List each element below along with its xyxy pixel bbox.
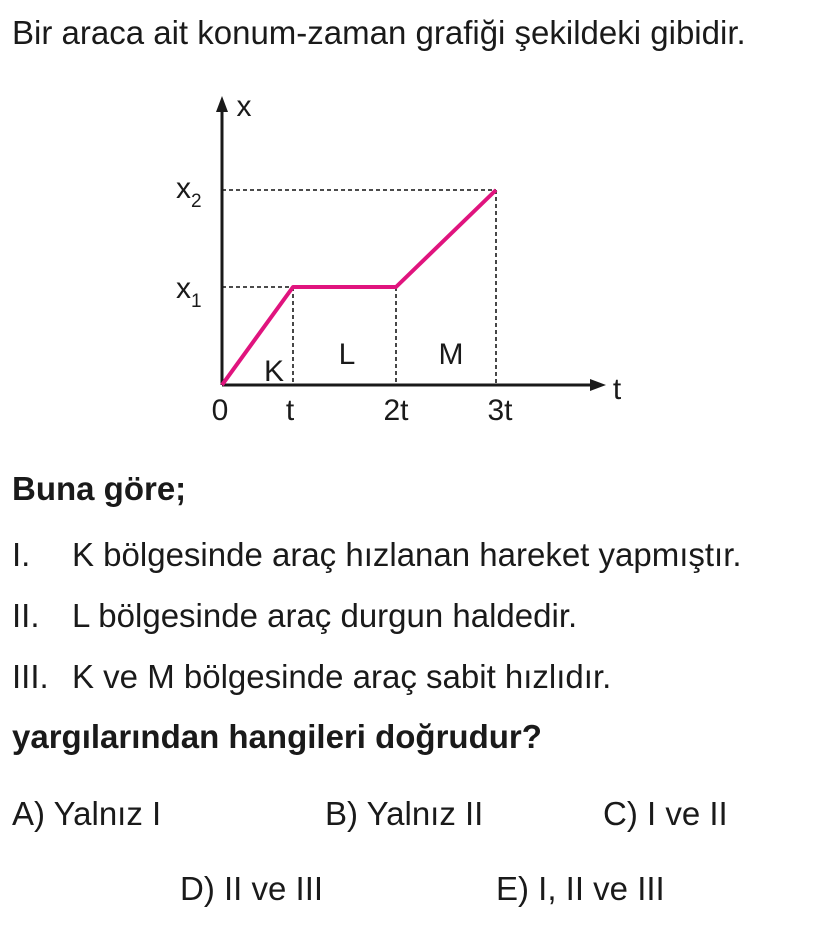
question-intro: Bir araca ait konum-zaman grafiği şekildeki gibidir. (12, 14, 746, 51)
position-time-graph (0, 80, 660, 430)
x-tick-label-t: t (285, 394, 295, 427)
region-label-m: M (438, 338, 464, 371)
option-d-letter: D) (180, 870, 215, 907)
x-axis-arrowhead (590, 379, 606, 391)
statement-3 (12, 658, 611, 696)
option-a-letter: A) (12, 795, 45, 832)
statement-2-number: II. (12, 597, 40, 634)
statement-1 (12, 536, 742, 574)
x-tick-label-0: 0 (211, 394, 229, 427)
y-axis-arrowhead (216, 96, 228, 112)
option-e[interactable] (496, 870, 665, 908)
option-c-text: I ve II (647, 795, 728, 832)
statement-2 (12, 597, 577, 635)
question-ask: yargılarından hangileri doğrudur? (12, 718, 542, 755)
statement-1-number: I. (12, 536, 31, 573)
y-axis-label: x (236, 90, 252, 123)
statement-3-number: III. (12, 658, 49, 695)
option-b-text: Yalnız II (366, 795, 484, 832)
x-tick-label-2t: 2t (383, 394, 409, 427)
option-d[interactable] (180, 870, 323, 908)
option-a[interactable] (12, 795, 161, 833)
x-tick-label-3t: 3t (487, 394, 513, 427)
option-e-letter: E) (496, 870, 529, 907)
statement-2-text: L bölgesinde araç durgun haldedir. (72, 597, 578, 634)
y-tick-label-x2: $x_2$ (176, 172, 202, 212)
statement-3-text: K ve M bölgesinde araç sabit hızlıdır. (72, 658, 612, 695)
option-d-text: II ve III (224, 870, 324, 907)
option-c[interactable] (603, 795, 728, 833)
statement-1-text: K bölgesinde araç hızlanan hareket yapmıştır. (72, 536, 742, 573)
region-label-l: L (338, 338, 356, 371)
region-label-k: K (263, 355, 285, 388)
x-axis-label: t (612, 373, 622, 406)
option-a-text: Yalnız I (53, 795, 162, 832)
option-c-letter: C) (603, 795, 638, 832)
y-tick-label-x1: $x_1$ (176, 272, 202, 312)
option-e-text: I, II ve III (538, 870, 665, 907)
option-b[interactable] (325, 795, 483, 833)
option-b-letter: B) (325, 795, 358, 832)
question-lead: Buna göre; (12, 470, 187, 507)
